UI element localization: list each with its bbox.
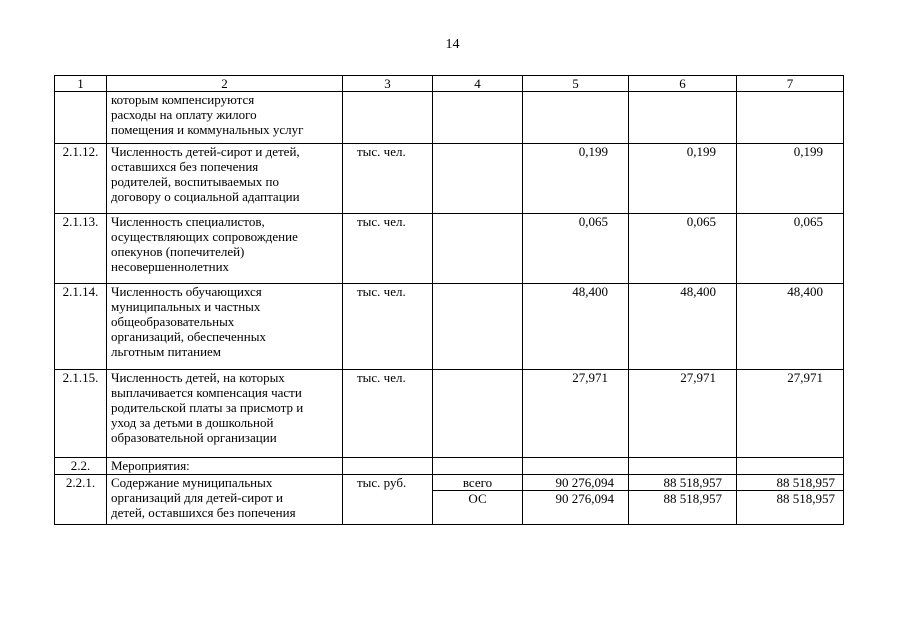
value-col6: 0,199 (629, 144, 737, 214)
column-header: 7 (737, 76, 844, 92)
item-name: Численность специалистов, осуществляющих сопровождение опекунов (попечителей) несовершеннолетних (107, 214, 343, 284)
table-row (55, 284, 844, 370)
table-row (55, 214, 844, 284)
item-code: 2.1.14. (55, 284, 107, 370)
value-col5: 27,971 (523, 370, 629, 458)
value-col6: 0,065 (629, 214, 737, 284)
item-name: Численность детей, на которых выплачивается компенсация части родительской платы за присмотр и уход за детьми в дошкольной образовательной организации (107, 370, 343, 458)
item-type: ОС (433, 491, 523, 525)
column-header: 3 (343, 76, 433, 92)
item-unit: тыс. чел. (343, 370, 433, 458)
value-col5: 0,199 (523, 144, 629, 214)
item-code (55, 92, 107, 144)
value-col7 (737, 92, 844, 144)
data-table (54, 75, 844, 525)
item-unit: тыс. чел. (343, 144, 433, 214)
value-col7: 0,199 (737, 144, 844, 214)
value-col5: 0,065 (523, 214, 629, 284)
column-header: 2 (107, 76, 343, 92)
item-unit: тыс. чел. (343, 284, 433, 370)
column-header: 1 (55, 76, 107, 92)
item-type (433, 370, 523, 458)
item-code: 2.1.13. (55, 214, 107, 284)
item-code: 2.2. (55, 458, 107, 475)
value-col7: 0,065 (737, 214, 844, 284)
value-col7: 88 518,957 (737, 491, 844, 525)
table-header-row (55, 76, 844, 92)
item-name: которым компенсируются расходы на оплату жилого помещения и коммунальных услуг (107, 92, 343, 144)
item-unit: тыс. чел. (343, 214, 433, 284)
value-col6 (629, 92, 737, 144)
value-col5 (523, 92, 629, 144)
item-name: Мероприятия: (107, 458, 343, 475)
item-type: всего (433, 475, 523, 491)
item-unit: тыс. руб. (343, 475, 433, 525)
table-row (55, 144, 844, 214)
item-unit (343, 92, 433, 144)
value-col5: 90 276,094 (523, 491, 629, 525)
table-row (55, 92, 844, 144)
value-col7 (737, 458, 844, 475)
table-row (55, 370, 844, 458)
table-row (55, 458, 844, 475)
page-number: 14 (445, 37, 460, 52)
item-code: 2.1.15. (55, 370, 107, 458)
item-type (433, 214, 523, 284)
item-name: Численность обучающихся муниципальных и частных общеобразовательных организаций, обеспеченных льготным питанием (107, 284, 343, 370)
value-col6: 88 518,957 (629, 475, 737, 491)
column-header: 6 (629, 76, 737, 92)
value-col7: 27,971 (737, 370, 844, 458)
item-type (433, 284, 523, 370)
item-code: 2.1.12. (55, 144, 107, 214)
column-header: 4 (433, 76, 523, 92)
value-col5: 48,400 (523, 284, 629, 370)
item-type (433, 458, 523, 475)
table-row (55, 475, 844, 491)
item-code: 2.2.1. (55, 475, 107, 525)
item-name: Численность детей-сирот и детей, оставшихся без попечения родителей, воспитываемых по договору о социальной адаптации (107, 144, 343, 214)
value-col7: 88 518,957 (737, 475, 844, 491)
value-col7: 48,400 (737, 284, 844, 370)
column-header: 5 (523, 76, 629, 92)
item-unit (343, 458, 433, 475)
value-col5: 90 276,094 (523, 475, 629, 491)
item-name: Содержание муниципальных организаций для детей-сирот и детей, оставшихся без попечения (107, 475, 343, 525)
value-col6: 27,971 (629, 370, 737, 458)
value-col5 (523, 458, 629, 475)
item-type (433, 144, 523, 214)
value-col6 (629, 458, 737, 475)
item-type (433, 92, 523, 144)
value-col6: 88 518,957 (629, 491, 737, 525)
value-col6: 48,400 (629, 284, 737, 370)
